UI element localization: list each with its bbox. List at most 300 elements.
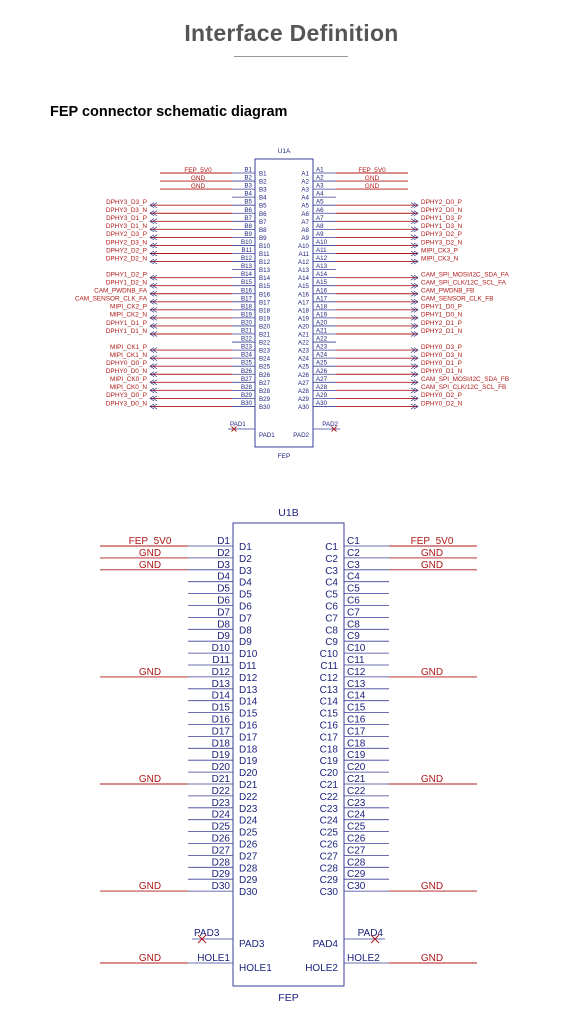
u1b-net-label: GND (420, 666, 444, 678)
u1b-pin-name: D1 (239, 542, 252, 553)
u1a-net-label: MIPI_CK0_P (110, 376, 147, 384)
u1a-pin-name: A11 (298, 251, 309, 258)
u1a-net-label: MIPI_CK2_N (109, 311, 147, 319)
u1b-pin-name: D19 (239, 756, 258, 768)
u1b-pin-name: D30 (239, 887, 258, 899)
u1a-pin-name: B18 (259, 307, 271, 315)
u1b-hole-name: HOLE1 (239, 963, 272, 974)
u1a-pin-name: A29 (297, 395, 309, 403)
u1b-pin-name: C23 (319, 803, 338, 815)
u1b-pin-number: D22 (211, 785, 230, 797)
u1b-pin-number: C10 (347, 643, 366, 655)
u1a-net-label: DPHY1_D3_P (421, 215, 462, 223)
u1a-net-label: DPHY1_D3_N (421, 223, 463, 231)
u1a-net-label: GND (364, 174, 380, 182)
u1a-pin-name: B12 (259, 259, 271, 267)
u1b-pin-name: C29 (319, 875, 338, 887)
u1a-pin-name: A24 (297, 355, 309, 363)
u1a-net-label: DPHY2_D3_P (106, 231, 147, 239)
u1b-pin-name: D5 (239, 589, 252, 601)
u1a-pin-name: B19 (259, 315, 271, 323)
u1a-net-label: DPHY1_D1_P (106, 319, 147, 327)
u1b-pin-number: D17 (211, 726, 230, 738)
u1b-pin-name: D16 (239, 720, 258, 732)
u1b-pin-number: D30 (211, 881, 230, 893)
u1b-pin-name: C19 (319, 756, 338, 768)
u1a-pin-number: A29 (316, 391, 328, 399)
u1a-reference-label: U1A (277, 148, 291, 155)
u1b-pin-name: D26 (239, 839, 258, 851)
u1b-pin-name: C27 (319, 851, 338, 863)
u1b-net-label: GND (420, 953, 444, 964)
u1b-net-label: GND (138, 881, 162, 893)
u1a-pin-name: B24 (259, 355, 271, 363)
u1b-pin-number: D7 (217, 607, 230, 619)
u1b-pin-number: D26 (211, 833, 230, 845)
u1b-hole-name: HOLE2 (305, 963, 338, 974)
u1b-pin-name: D2 (239, 553, 252, 565)
u1a-pin-number: B21 (240, 327, 252, 335)
u1a-net-label: DPHY3_D3_P (106, 199, 147, 206)
u1a-net-label: CAM_SPI_CLK/12C_SCL_FA (421, 279, 506, 287)
u1a-pin-number: B3 (244, 182, 252, 190)
u1a-pin-name: A9 (301, 234, 309, 242)
u1b-pin-name: C3 (325, 565, 338, 577)
u1a-pin-name: A2 (301, 178, 309, 186)
u1a-pin-name: B29 (259, 395, 271, 403)
u1a-net-label: DPHY1_D2_N (105, 279, 147, 287)
u1b-net-label: GND (420, 559, 444, 571)
u1a-pin-number: A24 (316, 351, 328, 359)
u1a-pin-name: A7 (301, 218, 309, 226)
u1b-pin-number: C4 (347, 571, 360, 583)
u1a-pin-number: A22 (316, 335, 328, 343)
u1b-net-label: GND (420, 774, 444, 785)
u1a-pin-number: B28 (240, 383, 252, 391)
u1b-pin-name: D8 (239, 625, 252, 637)
u1a-pin-number: A1 (316, 166, 324, 174)
u1a-net-label: DPHY3_D1_P (106, 215, 147, 223)
u1b-pin-name: C12 (319, 672, 338, 684)
u1b-pin-number: C22 (347, 785, 366, 797)
u1b-pin-name: D10 (239, 649, 258, 661)
u1a-net-label: MIPI_CK2_P (110, 303, 147, 311)
u1a-pin-number: A13 (316, 263, 328, 271)
u1a-pin-number: A8 (316, 222, 324, 230)
u1b-net-label: FEP_5V0 (128, 536, 172, 547)
u1a-pin-name: A8 (301, 226, 309, 234)
u1b-pin-name: D11 (239, 661, 257, 672)
u1b-pin-number: C14 (347, 690, 366, 702)
u1b-pin-name: C24 (319, 815, 338, 827)
u1a-pin-name: A18 (297, 307, 309, 315)
u1a-net-label: DPHY1_D0_P (421, 303, 462, 311)
u1a-pin-number: A21 (316, 327, 328, 335)
page-title: Interface Definition (184, 20, 399, 46)
u1a-pin-number: A5 (316, 198, 324, 206)
u1a-net-label: DPHY3_D0_N (105, 400, 147, 408)
u1b-pin-number: D8 (217, 619, 230, 631)
u1b-pin-number: C27 (347, 845, 366, 857)
u1b-pin-number: D6 (217, 595, 230, 607)
u1a-pin-name: B21 (259, 331, 271, 339)
u1a-pin-name: A3 (301, 186, 309, 194)
u1a-net-label: DPHY2_D0_P (421, 199, 462, 206)
u1a-pin-name: A27 (297, 379, 309, 387)
u1b-pin-number: D1 (217, 536, 230, 547)
u1b-pin-name: C17 (319, 732, 338, 744)
u1b-pin-number: C30 (347, 881, 366, 893)
u1b-pin-number: C26 (347, 833, 366, 845)
u1b-net-label: GND (138, 666, 162, 678)
u1a-pin-number: B12 (240, 255, 252, 263)
u1a-pin-number: A6 (316, 206, 324, 214)
u1a-pin-number: A4 (316, 190, 324, 198)
u1b-pin-number: D5 (217, 583, 230, 595)
u1b-pin-name: D27 (239, 851, 258, 863)
u1b-net-label: GND (420, 547, 444, 559)
u1a-pin-number: B24 (240, 351, 252, 359)
u1a-net-label: DPHY3_D3_N (105, 207, 147, 215)
u1a-pin-name: A17 (297, 299, 309, 307)
u1b-pad-name: PAD4 (312, 939, 338, 950)
u1b-pin-number: C7 (347, 607, 360, 619)
u1b-pin-number: C23 (347, 797, 366, 809)
u1a-pin-number: B23 (240, 343, 252, 351)
u1a-net-label: DPHY2_D3_N (105, 239, 147, 247)
u1a-net-label: FEP_5V0 (184, 166, 212, 174)
u1b-pin-name: C4 (325, 577, 338, 589)
u1a-net-label: CAM_SPI_CLK/12C_SCL_FB (421, 384, 507, 392)
u1b-pin-number: D16 (211, 714, 230, 726)
u1a-pin-name: A21 (297, 331, 309, 339)
u1a-pin-number: B5 (244, 198, 252, 206)
u1a-pin-name: B15 (259, 283, 271, 291)
u1b-pin-name: D28 (239, 863, 258, 875)
u1b-pin-name: C9 (325, 637, 338, 649)
u1a-pin-name: B14 (259, 275, 271, 283)
u1a-pin-number: A7 (316, 214, 324, 222)
u1a-pin-name: B27 (259, 379, 271, 387)
u1b-pin-name: C22 (319, 791, 338, 803)
u1a-pin-number: A20 (316, 319, 328, 327)
u1b-pin-number: C1 (347, 536, 360, 547)
u1b-pin-name: D7 (239, 613, 252, 625)
u1b-pin-number: C8 (347, 619, 360, 631)
u1a-pin-number: B1 (244, 166, 252, 174)
u1a-footprint-label: FEP (277, 453, 291, 460)
u1b-net-label: GND (138, 774, 162, 785)
u1a-net-label: DPHY1_D0_N (421, 311, 463, 319)
u1a-pin-name: A16 (297, 291, 309, 299)
u1a-net-label: DPHY3_D2_N (421, 239, 463, 247)
u1a-net-label: DPHY3_D2_P (421, 231, 462, 239)
u1b-pin-name: C25 (319, 827, 338, 839)
u1a-pin-number: B9 (244, 230, 252, 238)
u1a-pin-name: B11 (259, 251, 270, 258)
u1a-pin-number: B30 (240, 399, 252, 407)
u1a-net-label: CAM_SENSOR_CLK_FB (421, 295, 494, 303)
u1b-pin-number: C20 (347, 762, 366, 774)
u1a-pin-name: A20 (297, 323, 309, 331)
u1b-pin-name: D29 (239, 875, 258, 887)
u1a-pin-number: A15 (316, 279, 328, 287)
u1b-footprint-label: FEP (278, 992, 299, 1004)
u1a-pin-name: A4 (301, 194, 309, 202)
u1a-pad-number: PAD1 (230, 421, 246, 428)
u1a-pin-name: B8 (259, 226, 267, 234)
u1a-pin-number: B17 (240, 295, 252, 303)
u1a-pin-number: A12 (316, 255, 328, 263)
u1a-pad-name: PAD1 (259, 432, 275, 439)
u1b-pin-name: D24 (239, 815, 258, 827)
u1b-pin-number: C11 (347, 655, 365, 666)
u1b-pin-number: D24 (211, 809, 230, 821)
section-subtitle: FEP connector schematic diagram (50, 104, 288, 120)
u1b-pin-name: C6 (325, 601, 338, 613)
u1a-net-label: DPHY0_D0_N (105, 368, 147, 376)
u1b-pin-name: C10 (319, 649, 338, 661)
u1a-net-label: MIPI_CK0_N (109, 384, 147, 392)
u1b-pin-name: D12 (239, 672, 258, 684)
u1b-net-label: GND (138, 953, 162, 964)
u1a-net-label: CAM_SENSOR_CLK_FA (74, 295, 147, 303)
u1b-net-label: GND (138, 547, 162, 559)
u1a-pin-number: B8 (244, 222, 252, 230)
u1a-pin-number: A30 (316, 399, 328, 407)
u1b-pin-number: C25 (347, 821, 366, 833)
u1a-net-label: CAM_SPI_MOSI/I2C_SDA_FB (421, 376, 510, 384)
u1b-pin-number: D23 (211, 797, 230, 809)
u1b-pin-number: C19 (347, 750, 366, 762)
u1a-pin-name: B23 (259, 347, 271, 355)
u1a-pin-number: A27 (316, 375, 328, 383)
u1b-pin-name: D23 (239, 803, 258, 815)
u1a-pin-number: A26 (316, 367, 328, 375)
u1a-net-label: DPHY3_D0_P (106, 392, 147, 400)
u1a-net-label: DPHY0_D3_N (421, 351, 463, 359)
u1a-pin-number: B7 (244, 214, 252, 222)
u1a-pin-number: B25 (240, 359, 252, 367)
u1b-pin-number: D25 (211, 821, 230, 833)
u1a-pin-number: B22 (240, 335, 252, 343)
u1b-pin-number: D9 (217, 631, 230, 643)
u1a-pin-number: B16 (240, 287, 252, 295)
u1b-pin-number: D15 (211, 702, 230, 714)
u1a-pin-name: B25 (259, 363, 271, 371)
u1a-net-label: DPHY3_D1_N (105, 223, 147, 231)
u1a-pin-number: B14 (240, 271, 252, 279)
u1b-reference-label: U1B (278, 507, 299, 519)
u1b-pad-number: PAD4 (357, 928, 383, 939)
u1a-pin-number: B2 (244, 174, 252, 182)
u1b-pin-number: C18 (347, 738, 366, 750)
u1b-pin-name: D6 (239, 601, 252, 613)
u1b-pin-number: D3 (217, 559, 230, 571)
u1a-pin-name: A12 (297, 259, 309, 267)
u1b-pin-name: C13 (319, 684, 338, 696)
u1b-pin-number: C24 (347, 809, 366, 821)
u1b-pin-number: D4 (217, 571, 230, 583)
u1b-pin-number: C13 (347, 678, 366, 690)
u1a-net-label: DPHY2_D0_N (421, 207, 463, 215)
u1a-pin-name: B5 (259, 202, 267, 210)
u1b-pin-name: C28 (319, 863, 338, 875)
u1a-pin-name: B22 (259, 339, 271, 347)
u1b-hole-number: HOLE2 (347, 953, 380, 964)
u1a-pin-number: A18 (316, 303, 328, 311)
u1b-pin-number: D29 (211, 869, 230, 881)
u1a-net-label: MIPI_CK3_P (421, 247, 458, 255)
u1b-net-label: FEP_5V0 (410, 536, 454, 547)
u1a-net-label: DPHY0_D2_P (421, 392, 462, 400)
u1a-pin-number: A11 (316, 247, 327, 254)
u1b-pin-number: C6 (347, 595, 360, 607)
u1b-pin-name: D9 (239, 637, 252, 649)
u1a-pin-name: B1 (259, 170, 267, 178)
u1b-pin-name: C14 (319, 696, 338, 708)
u1a-pin-name: A23 (297, 347, 309, 355)
u1a-pin-number: A16 (316, 287, 328, 295)
u1b-pin-name: C16 (319, 720, 338, 732)
u1b-pin-name: C8 (325, 625, 338, 637)
u1b-pin-name: C11 (320, 661, 338, 672)
u1a-pin-number: B26 (240, 367, 252, 375)
u1a-pin-number: A14 (316, 271, 328, 279)
u1a-pin-name: B4 (259, 194, 267, 202)
u1a-pin-name: B16 (259, 291, 271, 299)
u1a-pad-number: PAD2 (322, 421, 338, 428)
u1a-pin-name: A10 (297, 242, 309, 250)
u1b-pin-number: D13 (211, 678, 230, 690)
u1a-net-label: GND (190, 174, 206, 182)
u1a-pin-name: A15 (297, 283, 309, 291)
u1a-pin-name: A22 (297, 339, 309, 347)
u1b-pin-number: C21 (347, 774, 366, 785)
u1a-net-label: DPHY1_D1_N (105, 327, 147, 335)
u1a-pin-number: B27 (240, 375, 252, 383)
u1b-pin-name: C5 (325, 589, 338, 601)
u1b-pin-name: C2 (325, 553, 338, 565)
u1a-pin-name: B13 (259, 267, 271, 275)
u1b-pad-name: PAD3 (239, 939, 265, 950)
u1a-pin-name: A13 (297, 267, 309, 275)
u1a-net-label: CAM_PWDNB_FA (94, 287, 147, 295)
u1a-net-label: MIPI_CK1_P (110, 343, 147, 351)
u1b-pin-name: C21 (319, 780, 338, 791)
u1b-pin-number: D19 (211, 750, 230, 762)
u1a-net-label: DPHY2_D2_P (106, 247, 147, 255)
u1a-pin-name: B2 (259, 178, 267, 186)
u1a-pin-number: B11 (241, 247, 252, 254)
u1a-pin-number: A3 (316, 182, 324, 190)
u1b-pin-name: C18 (319, 744, 338, 756)
u1b-pin-number: D2 (217, 547, 230, 559)
u1b-pin-number: C17 (347, 726, 366, 738)
u1b-pin-name: D18 (239, 744, 258, 756)
u1a-pin-number: B29 (240, 391, 252, 399)
u1b-pin-number: C12 (347, 666, 366, 678)
u1b-pin-name: C15 (319, 708, 338, 720)
u1b-pin-name: C1 (325, 542, 338, 553)
u1a-pin-number: B6 (244, 206, 252, 214)
u1b-pin-name: D17 (239, 732, 258, 744)
u1b-pin-name: D4 (239, 577, 252, 589)
u1b-pin-name: D13 (239, 684, 258, 696)
u1a-pin-name: B3 (259, 186, 267, 194)
u1a-net-label: DPHY2_D2_N (105, 255, 147, 263)
u1b-pin-number: C15 (347, 702, 366, 714)
u1b-pin-number: C9 (347, 631, 360, 643)
u1a-pin-name: A30 (297, 403, 309, 411)
u1a-pin-name: B28 (259, 387, 271, 395)
u1a-pin-number: B19 (240, 311, 252, 319)
u1b-hole-number: HOLE1 (197, 953, 230, 964)
u1a-pin-name: B6 (259, 210, 267, 218)
u1a-net-label: MIPI_CK1_N (109, 351, 147, 359)
u1b-pin-number: D14 (211, 690, 230, 702)
u1a-pin-name: A14 (297, 275, 309, 283)
u1a-pin-name: A26 (297, 371, 309, 379)
u1b-pad-number: PAD3 (194, 928, 220, 939)
u1a-pin-name: B10 (259, 242, 271, 250)
u1a-net-label: DPHY0_D3_P (421, 343, 462, 351)
u1a-pin-name: B26 (259, 371, 271, 379)
u1a-net-label: MIPI_CK3_N (421, 255, 459, 263)
u1b-pin-name: D15 (239, 708, 258, 720)
u1a-pin-number: A28 (316, 383, 328, 391)
u1a-net-label: DPHY0_D1_P (421, 360, 462, 367)
u1b-pin-number: C3 (347, 559, 360, 571)
u1a-net-label: DPHY2_D1_P (421, 319, 462, 327)
u1a-pin-number: B15 (240, 279, 252, 287)
u1b-pin-number: D11 (212, 655, 230, 666)
u1a-net-label: FEP_5V0 (358, 166, 386, 174)
u1a-pin-number: B20 (240, 319, 252, 327)
u1a-net-label: DPHY0_D2_N (421, 400, 463, 408)
u1a-pin-number: A25 (316, 359, 328, 367)
u1a-net-label: DPHY0_D1_N (421, 368, 463, 376)
u1b-pin-number: D28 (211, 857, 230, 869)
u1a-pin-number: A23 (316, 343, 328, 351)
u1b-pin-number: C16 (347, 714, 366, 726)
u1a-net-label: CAM_PWDNB_FB (421, 287, 475, 295)
u1a-net-label: CAM_SPI_MOSI/I2C_SDA_FA (421, 271, 509, 279)
u1a-pin-number: A10 (316, 238, 328, 246)
u1b-pin-name: D25 (239, 827, 258, 839)
u1a-pin-name: B20 (259, 323, 271, 331)
u1a-pin-number: A9 (316, 230, 324, 238)
u1a-pin-number: B13 (240, 263, 252, 271)
u1b-pin-name: C20 (319, 768, 338, 780)
u1b-pin-number: D12 (211, 666, 230, 678)
u1a-pin-name: A19 (297, 315, 309, 323)
u1b-pin-number: C29 (347, 869, 366, 881)
u1b-pin-number: D18 (211, 738, 230, 750)
u1a-pin-number: A19 (316, 311, 328, 319)
u1a-pin-name: A5 (301, 202, 309, 210)
u1a-pad-name: PAD2 (293, 432, 309, 439)
u1b-net-label: GND (138, 559, 162, 571)
u1a-pin-name: B30 (259, 403, 271, 411)
u1b-pin-number: D10 (211, 643, 230, 655)
u1a-pin-number: A2 (316, 174, 324, 182)
u1b-pin-number: C2 (347, 547, 360, 559)
u1a-pin-number: B4 (244, 190, 252, 198)
u1a-pin-number: A17 (316, 295, 328, 303)
u1a-net-label: DPHY1_D2_P (106, 271, 147, 279)
u1b-pin-name: C7 (325, 613, 338, 625)
